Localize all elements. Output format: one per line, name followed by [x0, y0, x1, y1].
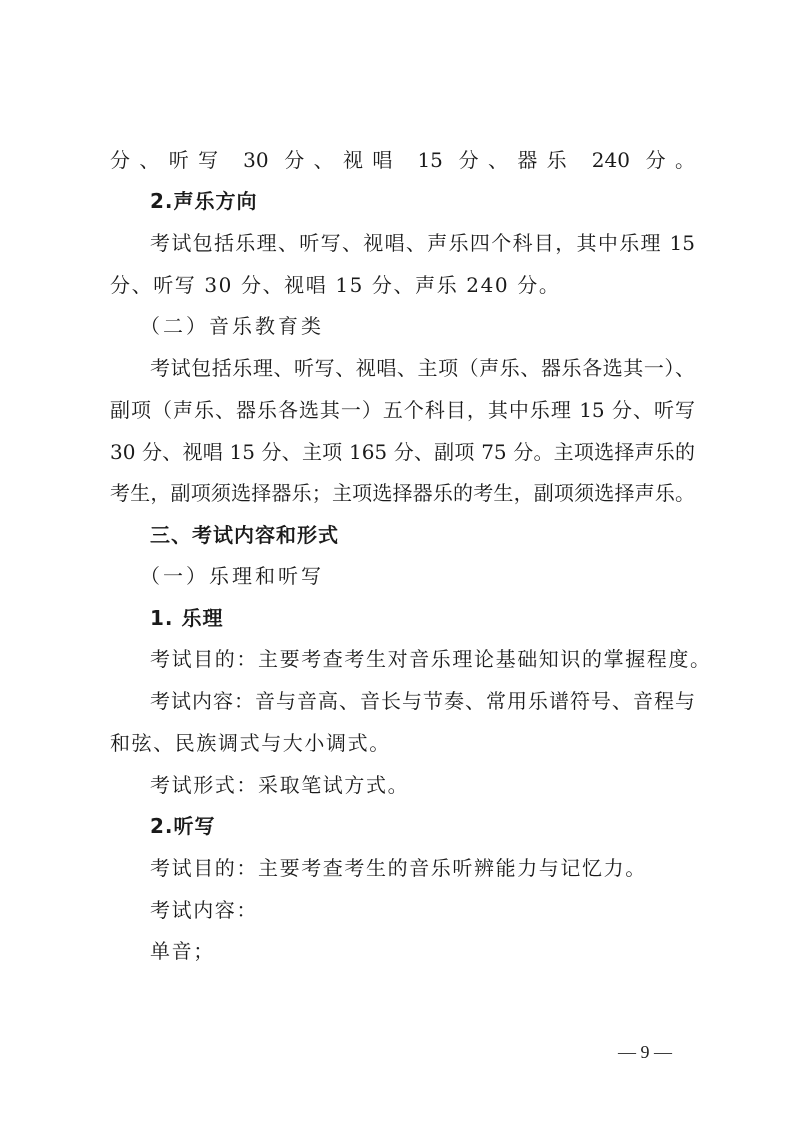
- section-heading-vocal: 2.声乐方向: [150, 189, 258, 213]
- paragraph-line: 考试内容：: [150, 898, 258, 922]
- paragraph-line: 考试目的：主要考查考生对音乐理论基础知识的掌握程度。: [150, 647, 712, 671]
- item-heading-dictation: 2.听写: [150, 814, 216, 838]
- paragraph-line: 分、听写 30 分、视唱 15 分、声乐 240 分。: [110, 273, 561, 297]
- page-number: — 9 —: [618, 1042, 672, 1062]
- paragraph-line: 和弦、民族调式与大小调式。: [110, 731, 391, 755]
- subsection-heading-music-education: （二）音乐教育类: [140, 314, 324, 338]
- paragraph-line: 考试包括乐理、听写、视唱、声乐四个科目，其中乐理 15: [150, 231, 695, 255]
- paragraph-line: 分、听写 30 分、视唱 15 分、器乐 240 分。: [110, 148, 695, 172]
- paragraph-line: 考试形式：采取笔试方式。: [150, 773, 410, 797]
- paragraph-line: 30 分、视唱 15 分、主项 165 分、副项 75 分。主项选择声乐的: [110, 440, 695, 464]
- item-heading-theory: 1. 乐理: [150, 606, 224, 630]
- paragraph-line: 考试包括乐理、听写、视唱、主项（声乐、器乐各选其一）、: [150, 356, 695, 380]
- paragraph-line: 考试内容：音与音高、音长与节奏、常用乐谱符号、音程与: [150, 689, 695, 713]
- subsection-heading-theory-dictation: （一）乐理和听写: [140, 564, 324, 588]
- paragraph-line: 考生，副项须选择器乐；主项选择器乐的考生，副项须选择声乐。: [110, 481, 695, 505]
- paragraph-line: 副项（声乐、器乐各选其一）五个科目，其中乐理 15 分、听写: [110, 398, 695, 422]
- paragraph-line: 单音；: [150, 939, 215, 963]
- paragraph-line: 考试目的：主要考查考生的音乐听辨能力与记忆力。: [150, 856, 647, 880]
- section-heading-content-format: 三、考试内容和形式: [150, 523, 339, 547]
